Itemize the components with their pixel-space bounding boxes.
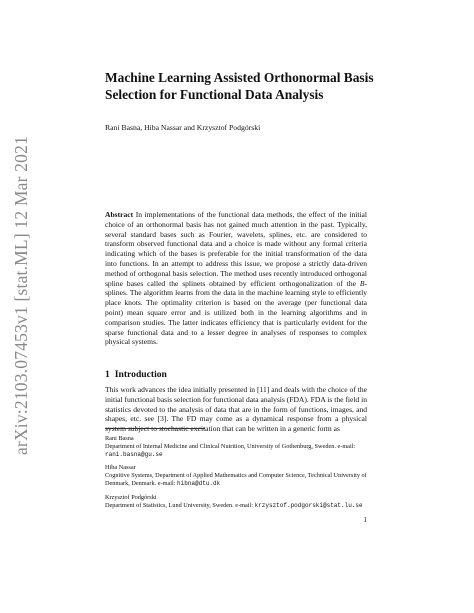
arxiv-watermark xyxy=(4,135,40,455)
email-link[interactable]: krzysztof.podgorski@stat.lu.se xyxy=(254,501,363,509)
footnote-author-1 xyxy=(105,435,367,459)
footnote-author-name: Krzysztof Podgórski xyxy=(105,493,157,501)
arxiv-identifier: arXiv:2103.07453v1 [stat.ML] 12 Mar 2021 xyxy=(11,135,32,455)
abstract-label: Abstract xyxy=(105,210,134,219)
abstract-text-part-1: In implementations of the functional data methods, the effect of the initial choice of an orthonormal basis has not gained much attention in the past. Typically, several standard bases such as Fourier, wavelets, splines, etc. are considered to transform observed functional data and a choice is made without any formal criteria indicating which of the bases is preferable for the initial transformation of the data into functions. In an attempt to address this issue, we propose a strictly data-driven method of orthogonal basis selection. The method uses recently introduced orthogonal spline bases called the splinets obtained by efficient orthogonalization of the xyxy=(105,210,367,288)
email-link[interactable]: rani.basna@gu.se xyxy=(105,451,163,459)
introduction-paragraph: This work advances the idea initially presented in [11] and deals with the choice of the initial functional basis selection for functional data analysis (FDA). FDA is the field in statistics devoted to the analysis of data that are in the form of functions, images, and shapes, etc. see [3]. The FD may come as a dynamical response from a physical system subject to stochastic excitation that can be written in a generic form as xyxy=(105,385,367,434)
page-number: 1 xyxy=(363,516,367,524)
footnote-author-name: Rani Basna xyxy=(105,435,134,442)
footnote-divider xyxy=(105,428,205,429)
author-footnotes xyxy=(105,435,367,515)
paper-title: Machine Learning Assisted Orthonormal Basis Selection for Functional Data Analysis xyxy=(105,70,374,102)
abstract xyxy=(105,210,367,347)
footnote-affiliation: Department of Statistics, Lund University, Sweden. e-mail: krzysztof.podgorski@stat.lu.se xyxy=(105,501,363,509)
footnote-affiliation: Cognitive Systems, Department of Applied Mathematics and Computer Science, Technical University of Denmark, Denmark. e-mail: hibna@dtu.dk xyxy=(105,472,367,488)
section-number: 1 xyxy=(105,369,110,380)
footnote-author-3 xyxy=(105,494,367,510)
paper-authors: Rani Basna, Hiba Nassar and Krzysztof Podgórski xyxy=(105,123,261,132)
section-title: Introduction xyxy=(114,369,167,380)
abstract-italic-b: B xyxy=(359,278,365,288)
footnote-author-name: Hiba Nassar xyxy=(105,464,136,472)
footnote-affiliation: Department of Internal Medicine and Clinical Nutrition, University of Gothenburg, Sweden. e-mail: rani.basna@gu.se xyxy=(105,443,356,459)
section-heading-introduction xyxy=(105,369,367,381)
email-link[interactable]: hibna@dtu.dk xyxy=(177,480,221,488)
abstract-text-part-2: -splines. The algorithm learns from the data in the machine learning style to efficiently place knots. The optimality criterion is based on the average (per functional data point) mean square error and is utilized both in the learning algorithms and in comparison studies. The latter indicates efficiency that is particularly evident for the sparse functional data and to a lesser degree in analyses of responses to complex physical systems. xyxy=(105,278,367,347)
footnote-author-2 xyxy=(105,464,367,488)
